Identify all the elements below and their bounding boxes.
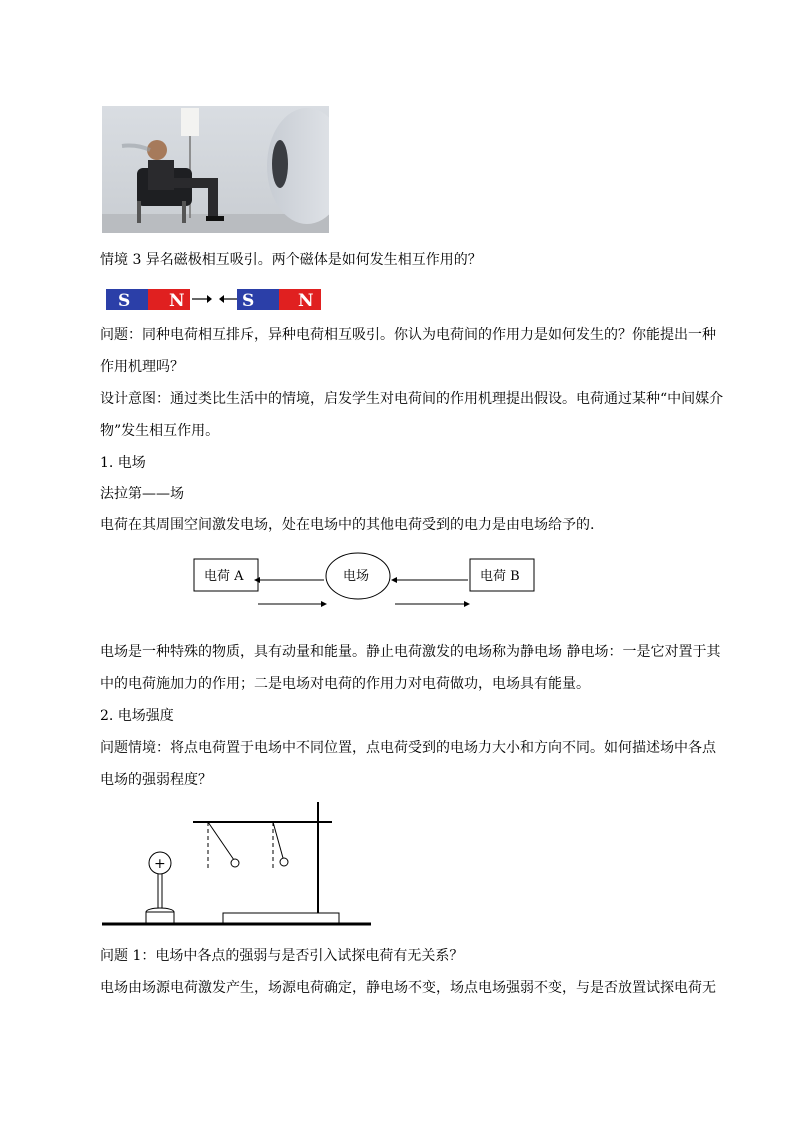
pendulum-ball-1 bbox=[231, 859, 239, 867]
magnet-right-s-label: S bbox=[242, 291, 255, 311]
matter-line-1: 电场是一种特殊的物质，具有动量和能量。静止电荷激发的电场称为静电场 静电场：一是它对置于其 bbox=[100, 644, 721, 660]
field-diagram bbox=[190, 552, 540, 618]
pendulum-diagram bbox=[100, 800, 375, 930]
magnet-left-s-label: S bbox=[118, 291, 131, 311]
section-2-heading: 2. 电场强度 bbox=[100, 708, 174, 724]
pendulum-ball-2 bbox=[280, 858, 288, 866]
magnet-left-n-label: N bbox=[169, 291, 185, 311]
question-line-2: 作用机理吗？ bbox=[100, 359, 184, 375]
magnet-diagram bbox=[106, 288, 321, 312]
problem-line-2: 电场的强弱程度？ bbox=[100, 772, 212, 788]
field-label: 电场 bbox=[343, 569, 370, 584]
design-intent-line-2: 物”发生相互作用。 bbox=[100, 423, 220, 439]
answer-line-1: 电场由场源电荷激发产生，场源电荷确定，静电场不变，场点电场强弱不变，与是否放置试探电荷无 bbox=[100, 980, 716, 996]
problem-line-1: 问题情境：将点电荷置于电场中不同位置，点电荷受到的电场力大小和方向不同。如何描述场中各点 bbox=[100, 740, 716, 756]
section-1-heading: 1. 电场 bbox=[100, 455, 146, 471]
question-1: 问题 1：电场中各点的强弱与是否引入试探电荷有无关系？ bbox=[100, 948, 464, 964]
photo-person-chair bbox=[102, 106, 329, 233]
faraday-line: 法拉第——场 bbox=[100, 486, 184, 502]
charge-a-label: 电荷 A bbox=[204, 569, 244, 584]
design-intent-line-1: 设计意图：通过类比生活中的情境，启发学生对电荷间的作用机理提出假设。电荷通过某种“中间媒介 bbox=[100, 391, 724, 407]
magnet-right-n-label: N bbox=[298, 291, 314, 311]
plus-sign: + bbox=[154, 856, 166, 872]
charge-b-label: 电荷 B bbox=[480, 569, 520, 584]
field-definition: 电荷在其周围空间激发电场，处在电场中的其他电荷受到的电力是由电场给予的. bbox=[100, 517, 595, 533]
scenario3-text: 情境 3 异名磁极相互吸引。两个磁体是如何发生相互作用的？ bbox=[100, 252, 482, 268]
question-line-1: 问题：同种电荷相互排斥，异种电荷相互吸引。你认为电荷间的作用力是如何发生的？你能提出一种 bbox=[100, 327, 716, 343]
matter-line-2: 中的电荷施加力的作用；二是电场对电荷的作用力对电荷做功，电场具有能量。 bbox=[100, 676, 590, 692]
